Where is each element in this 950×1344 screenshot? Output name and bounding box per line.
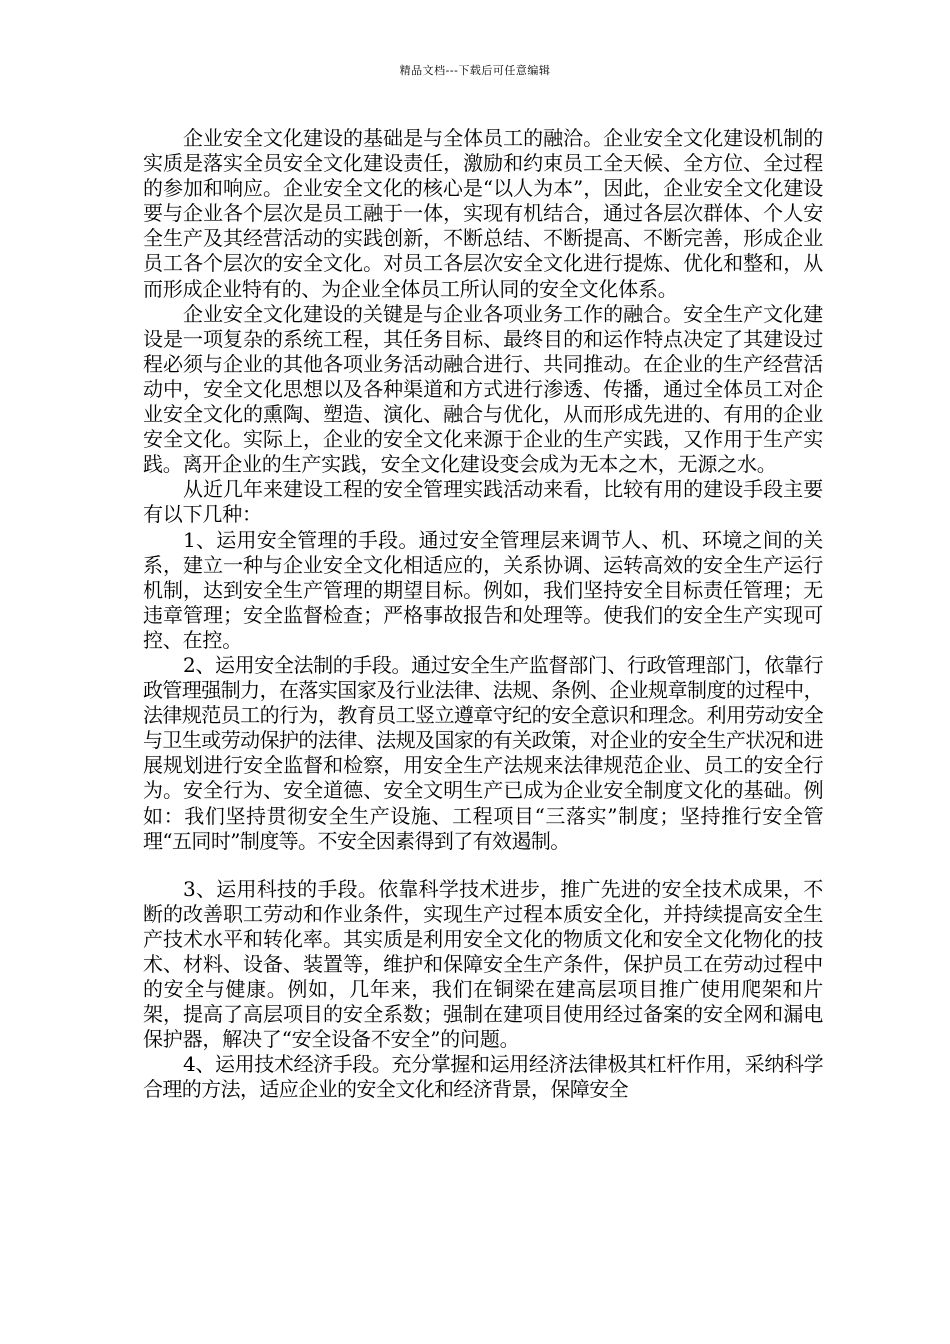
document-body bbox=[143, 126, 823, 1103]
paragraph-method-1: 1、运用安全管理的手段。通过安全管理层来调节人、机、环境之间的关系，建立一种与企业安全文化相适应的，关系协调、运转高效的安全生产运行机制，达到安全生产管理的期望目标。例如，我们坚持安全目标责任管理；无违章管理；安全监督检查；严格事故报告和处理等。使我们的安全生产实现可控、在控。 bbox=[143, 527, 823, 652]
paragraph-method-3: 3、运用科技的手段。依靠科学技术进步，推广先进的安全技术成果，不断的改善职工劳动和作业条件，实现生产过程本质安全化，并持续提高安全生产技术水平和转化率。其实质是利用安全文化的物质文化和安全文化物化的技术、材料、设备、装置等，维护和保障安全生产条件，保护员工在劳动过程中的安全与健康。例如，几年来，我们在铜梁在建高层项目推广使用爬架和片架，提高了高层项目的安全系数；强制在建项目使用经过备案的安全网和漏电保护器，解决了“安全设备不安全”的问题。 bbox=[143, 876, 823, 1052]
paragraph-method-4: 4、运用技术经济手段。充分掌握和运用经济法律极其杠杆作用，采纳科学合理的方法，适应企业的安全文化和经济背景，保障安全 bbox=[143, 1052, 823, 1102]
paragraph-key: 企业安全文化建设的关键是与企业各项业务工作的融合。安全生产文化建设是一项复杂的系统工程，其任务目标、最终目的和运作特点决定了其建设过程必须与企业的其他各项业务活动融合进行、共同推动。在企业的生产经营活动中，安全文化思想以及各种渠道和方式进行渗透、传播，通过全体员工对企业安全文化的熏陶、塑造、演化、融合与优化，从而形成先进的、有用的企业安全文化。实际上，企业的安全文化来源于企业的生产实践，又作用于生产实践。离开企业的生产实践，安全文化建设变会成为无本之木，无源之水。 bbox=[143, 301, 823, 477]
page-header: 精品文档---下载后可任意编辑 bbox=[399, 64, 551, 77]
paragraph-foundation: 企业安全文化建设的基础是与全体员工的融洽。企业安全文化建设机制的实质是落实全员安全文化建设责任，激励和约束员工全天候、全方位、全过程的参加和响应。企业安全文化的核心是“以人为本”，因此，企业安全文化建设要与企业各个层次是员工融于一体，实现有机结合，通过各层次群体、个人安全生产及其经营活动的实践创新，不断总结、不断提高、不断完善，形成企业员工各个层次的安全文化。对员工各层次安全文化进行提炼、优化和整和，从而形成企业特有的、为企业全体员工所认同的安全文化体系。 bbox=[143, 126, 823, 301]
paragraph-intro-methods: 从近几年来建设工程的安全管理实践活动来看，比较有用的建设手段主要有以下几种： bbox=[143, 477, 823, 527]
paragraph-spacer bbox=[143, 854, 823, 877]
paragraph-method-2: 2、运用安全法制的手段。通过安全生产监督部门、行政管理部门，依靠行政管理强制力，在落实国家及行业法律、法规、条例、企业规章制度的过程中，法律规范员工的行为，教育员工竖立遵章守纪的安全意识和理念。利用劳动安全与卫生或劳动保护的法律、法规及国家的有关政策，对企业的安全生产状况和进展规划进行安全监督和检察，用安全生产法规来法律规范企业、员工的安全行为。安全行为、安全道德、安全文明生产已成为企业安全制度文化的基础。例如：我们坚持贯彻安全生产设施、工程项目“三落实”制度；坚持推行安全管理“五同时”制度等。不安全因素得到了有效遏制。 bbox=[143, 652, 823, 853]
